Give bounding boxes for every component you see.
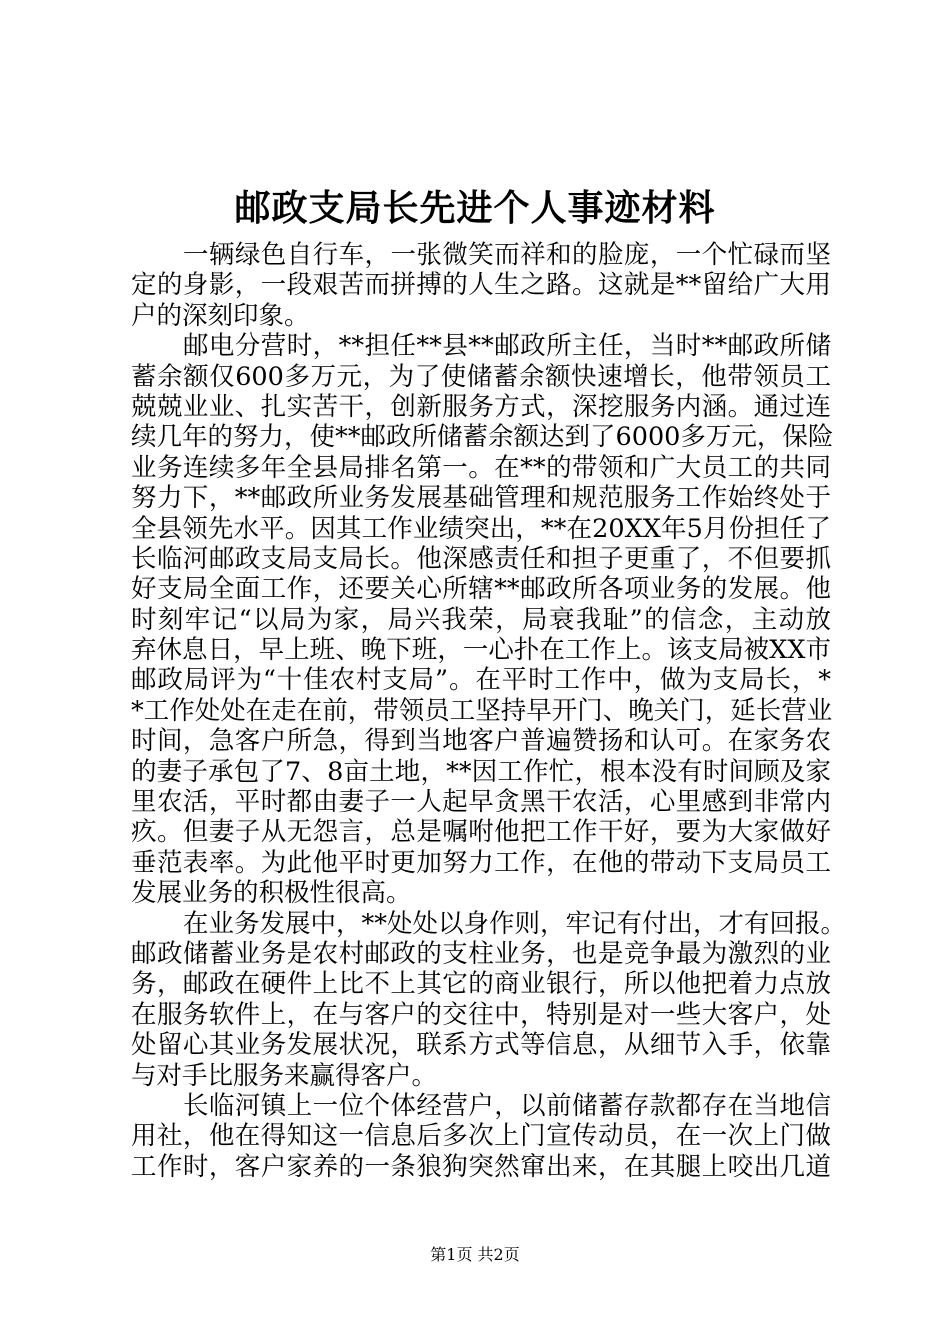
text-line: 在业务发展中，**处处以身作则，牢记有付出，才有回报。 — [183, 908, 847, 939]
text-line: 全县领先水平。因其工作业绩突出，**在20XX年5月份担任了 — [131, 513, 831, 544]
page-footer: 第1页 共2页 — [430, 1245, 520, 1264]
paragraph — [131, 240, 831, 331]
document-title: 邮政支局长先进个人事迹材料 — [234, 187, 716, 229]
text-line: 邮政局评为“十佳农村支局”。在平时工作中，做为支局长，* — [131, 665, 831, 696]
text-line: 一辆绿色自行车，一张微笑而祥和的脸庞，一个忙碌而坚 — [183, 240, 831, 270]
text-line: 好支局全面工作，还要关心所辖**邮政所各项业务的发展。他 — [131, 574, 831, 605]
text-line: 在服务软件上，在与客户的交往中，特别是对一些大客户，处 — [131, 999, 831, 1030]
text-line: 努力下，**邮政所业务发展基础管理和规范服务工作始终处于 — [131, 483, 831, 514]
text-line: 与对手比服务来赢得客户。 — [131, 1060, 438, 1091]
text-line: 用社，他在得知这一信息后多次上门宣传动员，在一次上门做 — [131, 1121, 831, 1152]
text-line: 邮政储蓄业务是农村邮政的支柱业务，也是竞争最为激烈的业 — [131, 938, 831, 969]
text-line: 蓄余额仅600多万元，为了使储蓄余额快速增长，他带领员工 — [131, 361, 831, 392]
text-line: 邮电分营时，**担任**县**邮政所主任，当时**邮政所储 — [183, 331, 831, 362]
text-line: 长临河邮政支局支局长。他深感责任和担子更重了，不但要抓 — [131, 543, 831, 574]
text-line: 工作时，客户家养的一条狼狗突然窜出来，在其腿上咬出几道 — [131, 1151, 831, 1182]
text-line: 垂范表率。为此他平时更加努力工作，在他的带动下支局员工 — [131, 847, 831, 878]
paragraph — [131, 908, 847, 1091]
text-line: 的妻子承包了7、8亩土地，**因工作忙，根本没有时间顾及家 — [131, 756, 831, 787]
text-line: 处留心其业务发展状况，联系方式等信息，从细节入手，依靠 — [131, 1030, 831, 1061]
text-line: 发展业务的积极性很高。 — [131, 878, 412, 909]
text-line: *工作处处在走在前，带领员工坚持早开门、晚关门，延长营业 — [131, 695, 833, 726]
text-line: 弃休息日，早上班、晚下班，一心扑在工作上。该支局被XX市 — [131, 635, 831, 666]
paragraph — [131, 1091, 831, 1182]
text-line: 兢兢业业、扎实苦干，创新服务方式，深挖服务内涵。通过连 — [131, 391, 831, 422]
text-line: 长临河镇上一位个体经营户，以前储蓄存款都存在当地信 — [183, 1090, 831, 1121]
text-line: 务，邮政在硬件上比不上其它的商业银行，所以他把着力点放 — [131, 969, 831, 1000]
text-line: 户的深刻印象。 — [131, 300, 310, 331]
text-line: 时间，急客户所急，得到当地客户普遍赞扬和认可。在家务农 — [131, 726, 831, 757]
paragraph — [131, 331, 834, 909]
document-body — [131, 240, 847, 1182]
text-line: 续几年的努力，使**邮政所储蓄余额达到了6000多万元，保险 — [131, 422, 834, 453]
text-line: 定的身影，一段艰苦而拼搏的人生之路。这就是**留给广大用 — [131, 270, 831, 301]
text-line: 疚。但妻子从无怨言，总是嘱咐他把工作干好，要为大家做好 — [131, 817, 831, 848]
text-line: 时刻牢记“以局为家，局兴我荣，局衰我耻”的信念，主动放 — [131, 604, 831, 635]
text-line: 里农活，平时都由妻子一人起早贪黑干农活，心里感到非常内 — [131, 787, 831, 818]
text-line: 业务连续多年全县局排名第一。在**的带领和广大员工的共同 — [131, 452, 831, 483]
